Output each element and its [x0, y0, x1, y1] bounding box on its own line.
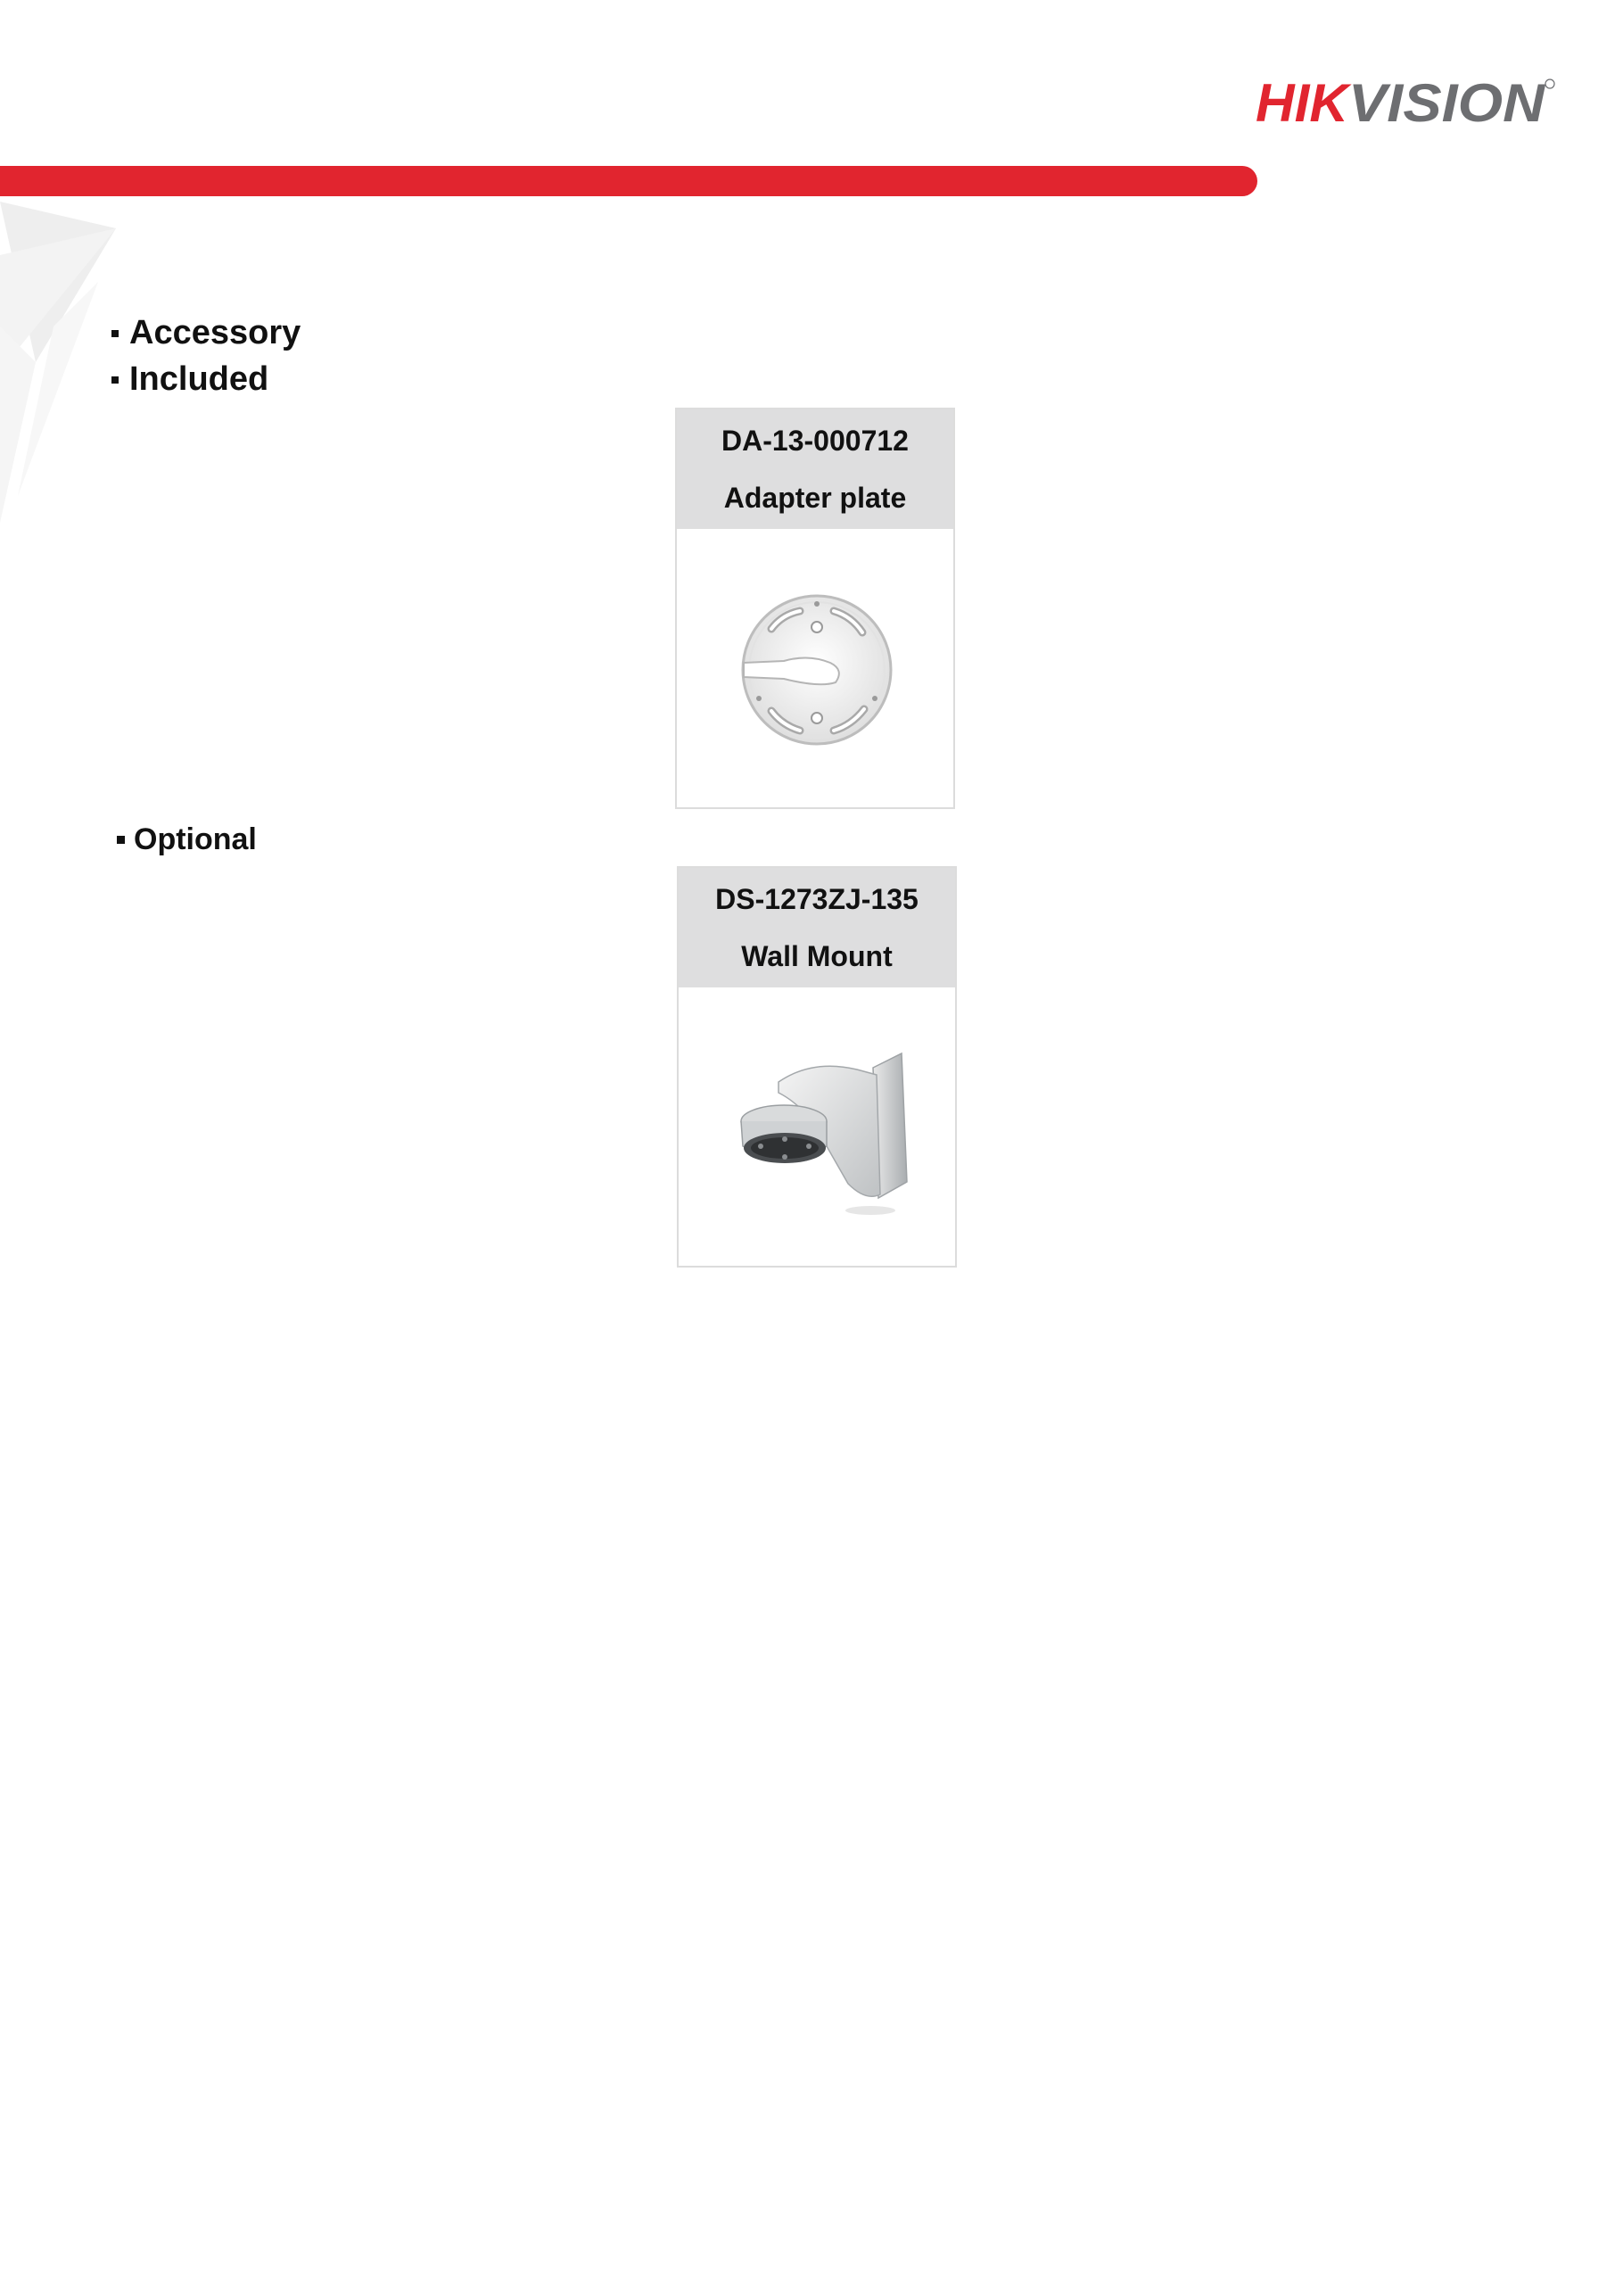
optional-heading-text: Optional — [134, 822, 257, 856]
hikvision-logo — [1256, 71, 1557, 134]
svg-text:VISION: VISION — [1348, 73, 1546, 133]
bullet-icon — [111, 376, 119, 384]
adapter-plate-icon — [677, 529, 953, 807]
bullet-icon — [111, 330, 119, 337]
accessory-card-adapter-plate — [675, 408, 955, 809]
product-name: Wall Mount — [741, 940, 893, 972]
included-heading-text: Included — [129, 360, 269, 398]
accessory-heading — [111, 314, 301, 352]
header-red-bar — [0, 166, 1257, 196]
product-code: DA-13-000712 — [721, 425, 909, 457]
optional-heading — [117, 822, 257, 857]
product-name: Adapter plate — [723, 482, 907, 514]
card-header — [679, 868, 955, 987]
svg-text:HIK: HIK — [1256, 73, 1352, 133]
accessory-card-wall-mount — [677, 866, 957, 1268]
product-code: DS-1273ZJ-135 — [715, 883, 919, 915]
decorative-triangles — [0, 202, 125, 523]
card-header — [677, 409, 953, 529]
wall-mount-icon — [679, 987, 955, 1266]
included-heading — [111, 360, 268, 399]
accessory-heading-text: Accessory — [129, 314, 301, 351]
bullet-icon — [117, 836, 125, 844]
